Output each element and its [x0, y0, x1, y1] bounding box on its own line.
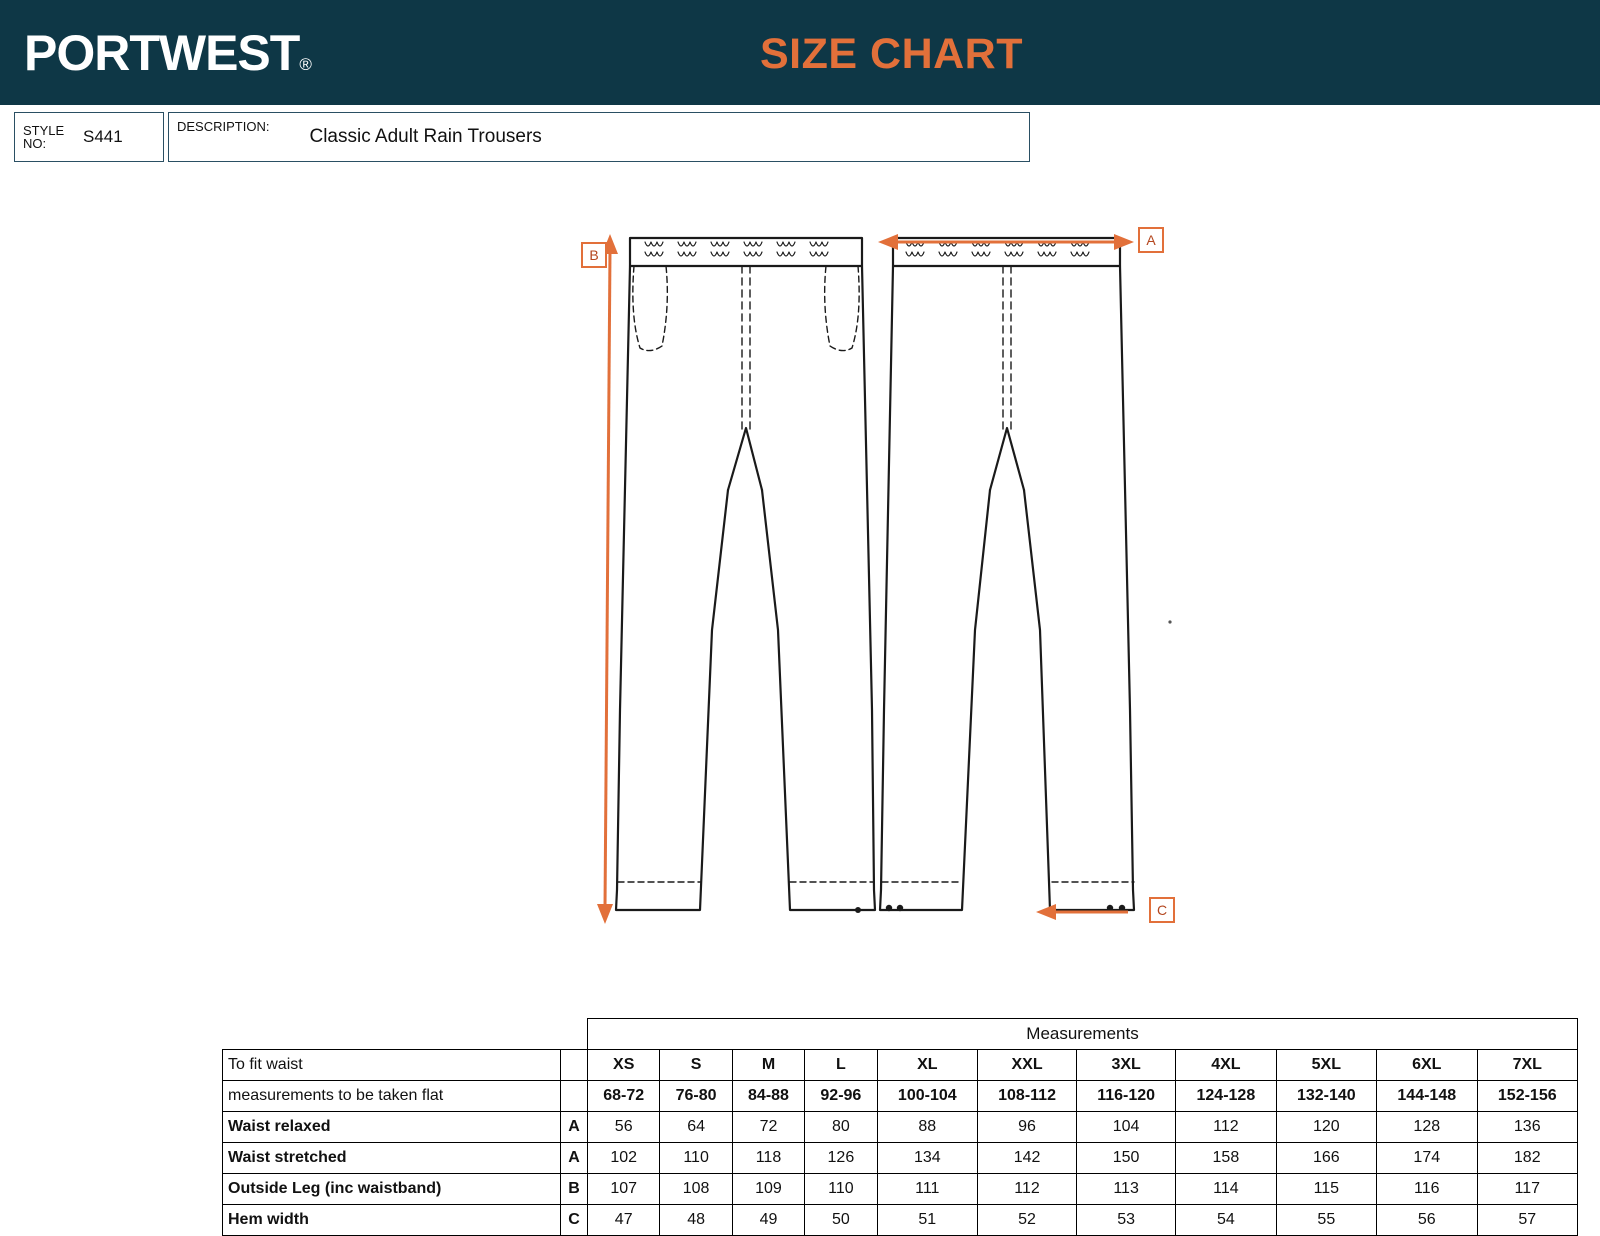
svg-text:B: B	[589, 247, 599, 263]
page-title: SIZE CHART	[760, 30, 1023, 78]
brand-name: PORTWEST	[24, 24, 300, 81]
cell-value: 57	[1477, 1205, 1578, 1236]
registered-trademark-icon: ®	[299, 54, 311, 74]
measurements-table-wrap	[222, 1018, 1578, 1236]
cell-value: 96	[978, 1112, 1077, 1143]
cell-value: 136	[1477, 1112, 1578, 1143]
table-row-to-fit-waist	[223, 1081, 1578, 1112]
row-key: A	[561, 1112, 588, 1143]
cell-value: 88	[877, 1112, 977, 1143]
cell-value: 107	[588, 1174, 660, 1205]
to-fit-waist-value: 108-112	[978, 1081, 1077, 1112]
size-header: XS	[588, 1050, 660, 1081]
cell-value: 150	[1077, 1143, 1176, 1174]
size-header: 3XL	[1077, 1050, 1176, 1081]
cell-value: 55	[1276, 1205, 1376, 1236]
table-row	[223, 1143, 1578, 1174]
cell-value: 182	[1477, 1143, 1578, 1174]
cell-value: 115	[1276, 1174, 1376, 1205]
table-row	[223, 1205, 1578, 1236]
cell-value: 80	[805, 1112, 877, 1143]
row-label: Outside Leg (inc waistband)	[223, 1174, 561, 1205]
to-fit-waist-value: 100-104	[877, 1081, 977, 1112]
cell-value: 102	[588, 1143, 660, 1174]
size-header: 4XL	[1176, 1050, 1276, 1081]
cell-value: 134	[877, 1143, 977, 1174]
size-header: L	[805, 1050, 877, 1081]
cell-value: 118	[732, 1143, 804, 1174]
to-fit-waist-value: 144-148	[1377, 1081, 1477, 1112]
garment-diagram	[0, 190, 1600, 970]
to-fit-waist-value: 152-156	[1477, 1081, 1578, 1112]
style-no-label: STYLE NO:	[23, 123, 65, 151]
cell-value: 113	[1077, 1174, 1176, 1205]
table-row	[223, 1174, 1578, 1205]
cell-value: 110	[805, 1174, 877, 1205]
cell-value: 56	[588, 1112, 660, 1143]
page-header	[0, 0, 1600, 105]
size-header: 5XL	[1276, 1050, 1376, 1081]
portwest-logo	[24, 24, 311, 82]
cell-value: 108	[660, 1174, 732, 1205]
cell-value: 53	[1077, 1205, 1176, 1236]
size-header: 7XL	[1477, 1050, 1578, 1081]
table-row	[223, 1112, 1578, 1143]
table-row-sizes	[223, 1050, 1578, 1081]
cell-value: 56	[1377, 1205, 1477, 1236]
measurements-table	[222, 1018, 1578, 1236]
cell-value: 72	[732, 1112, 804, 1143]
row-key: A	[561, 1143, 588, 1174]
to-fit-waist-value: 84-88	[732, 1081, 804, 1112]
cell-value: 142	[978, 1143, 1077, 1174]
svg-text:A: A	[1146, 232, 1156, 248]
row-label: Waist stretched	[223, 1143, 561, 1174]
style-description-bar	[14, 112, 1030, 162]
style-no-box	[14, 112, 164, 162]
cell-value: 114	[1176, 1174, 1276, 1205]
row-key: B	[561, 1174, 588, 1205]
cell-value: 112	[978, 1174, 1077, 1205]
to-fit-waist-value: 116-120	[1077, 1081, 1176, 1112]
cell-value: 120	[1276, 1112, 1376, 1143]
row-key: C	[561, 1205, 588, 1236]
cell-value: 110	[660, 1143, 732, 1174]
size-header: 6XL	[1377, 1050, 1477, 1081]
to-fit-waist-value: 92-96	[805, 1081, 877, 1112]
cell-value: 51	[877, 1205, 977, 1236]
size-header: XL	[877, 1050, 977, 1081]
to-fit-waist-value: 124-128	[1176, 1081, 1276, 1112]
cell-value: 126	[805, 1143, 877, 1174]
size-header: S	[660, 1050, 732, 1081]
description-box	[168, 112, 1030, 162]
fit-waist-label-line1: To fit waist	[223, 1050, 561, 1081]
size-header: XXL	[978, 1050, 1077, 1081]
cell-value: 104	[1077, 1112, 1176, 1143]
cell-value: 64	[660, 1112, 732, 1143]
cell-value: 174	[1377, 1143, 1477, 1174]
table-caption-row	[223, 1019, 1578, 1050]
cell-value: 116	[1377, 1174, 1477, 1205]
cell-value: 52	[978, 1205, 1077, 1236]
cell-value: 112	[1176, 1112, 1276, 1143]
cell-value: 109	[732, 1174, 804, 1205]
row-label: Hem width	[223, 1205, 561, 1236]
cell-value: 158	[1176, 1143, 1276, 1174]
measurements-caption: Measurements	[588, 1019, 1578, 1050]
style-no-value: S441	[83, 127, 123, 146]
cell-value: 117	[1477, 1174, 1578, 1205]
cell-value: 128	[1377, 1112, 1477, 1143]
to-fit-waist-value: 76-80	[660, 1081, 732, 1112]
description-label: DESCRIPTION:	[177, 119, 270, 134]
description-value: Classic Adult Rain Trousers	[309, 126, 542, 147]
row-label: Waist relaxed	[223, 1112, 561, 1143]
cell-value: 166	[1276, 1143, 1376, 1174]
to-fit-waist-value: 132-140	[1276, 1081, 1376, 1112]
cell-value: 47	[588, 1205, 660, 1236]
cell-value: 111	[877, 1174, 977, 1205]
size-header: M	[732, 1050, 804, 1081]
svg-text:C: C	[1156, 902, 1168, 918]
cell-value: 54	[1176, 1205, 1276, 1236]
cell-value: 48	[660, 1205, 732, 1236]
cell-value: 49	[732, 1205, 804, 1236]
fit-waist-label-line2: measurements to be taken flat	[223, 1081, 561, 1112]
to-fit-waist-value: 68-72	[588, 1081, 660, 1112]
cell-value: 50	[805, 1205, 877, 1236]
